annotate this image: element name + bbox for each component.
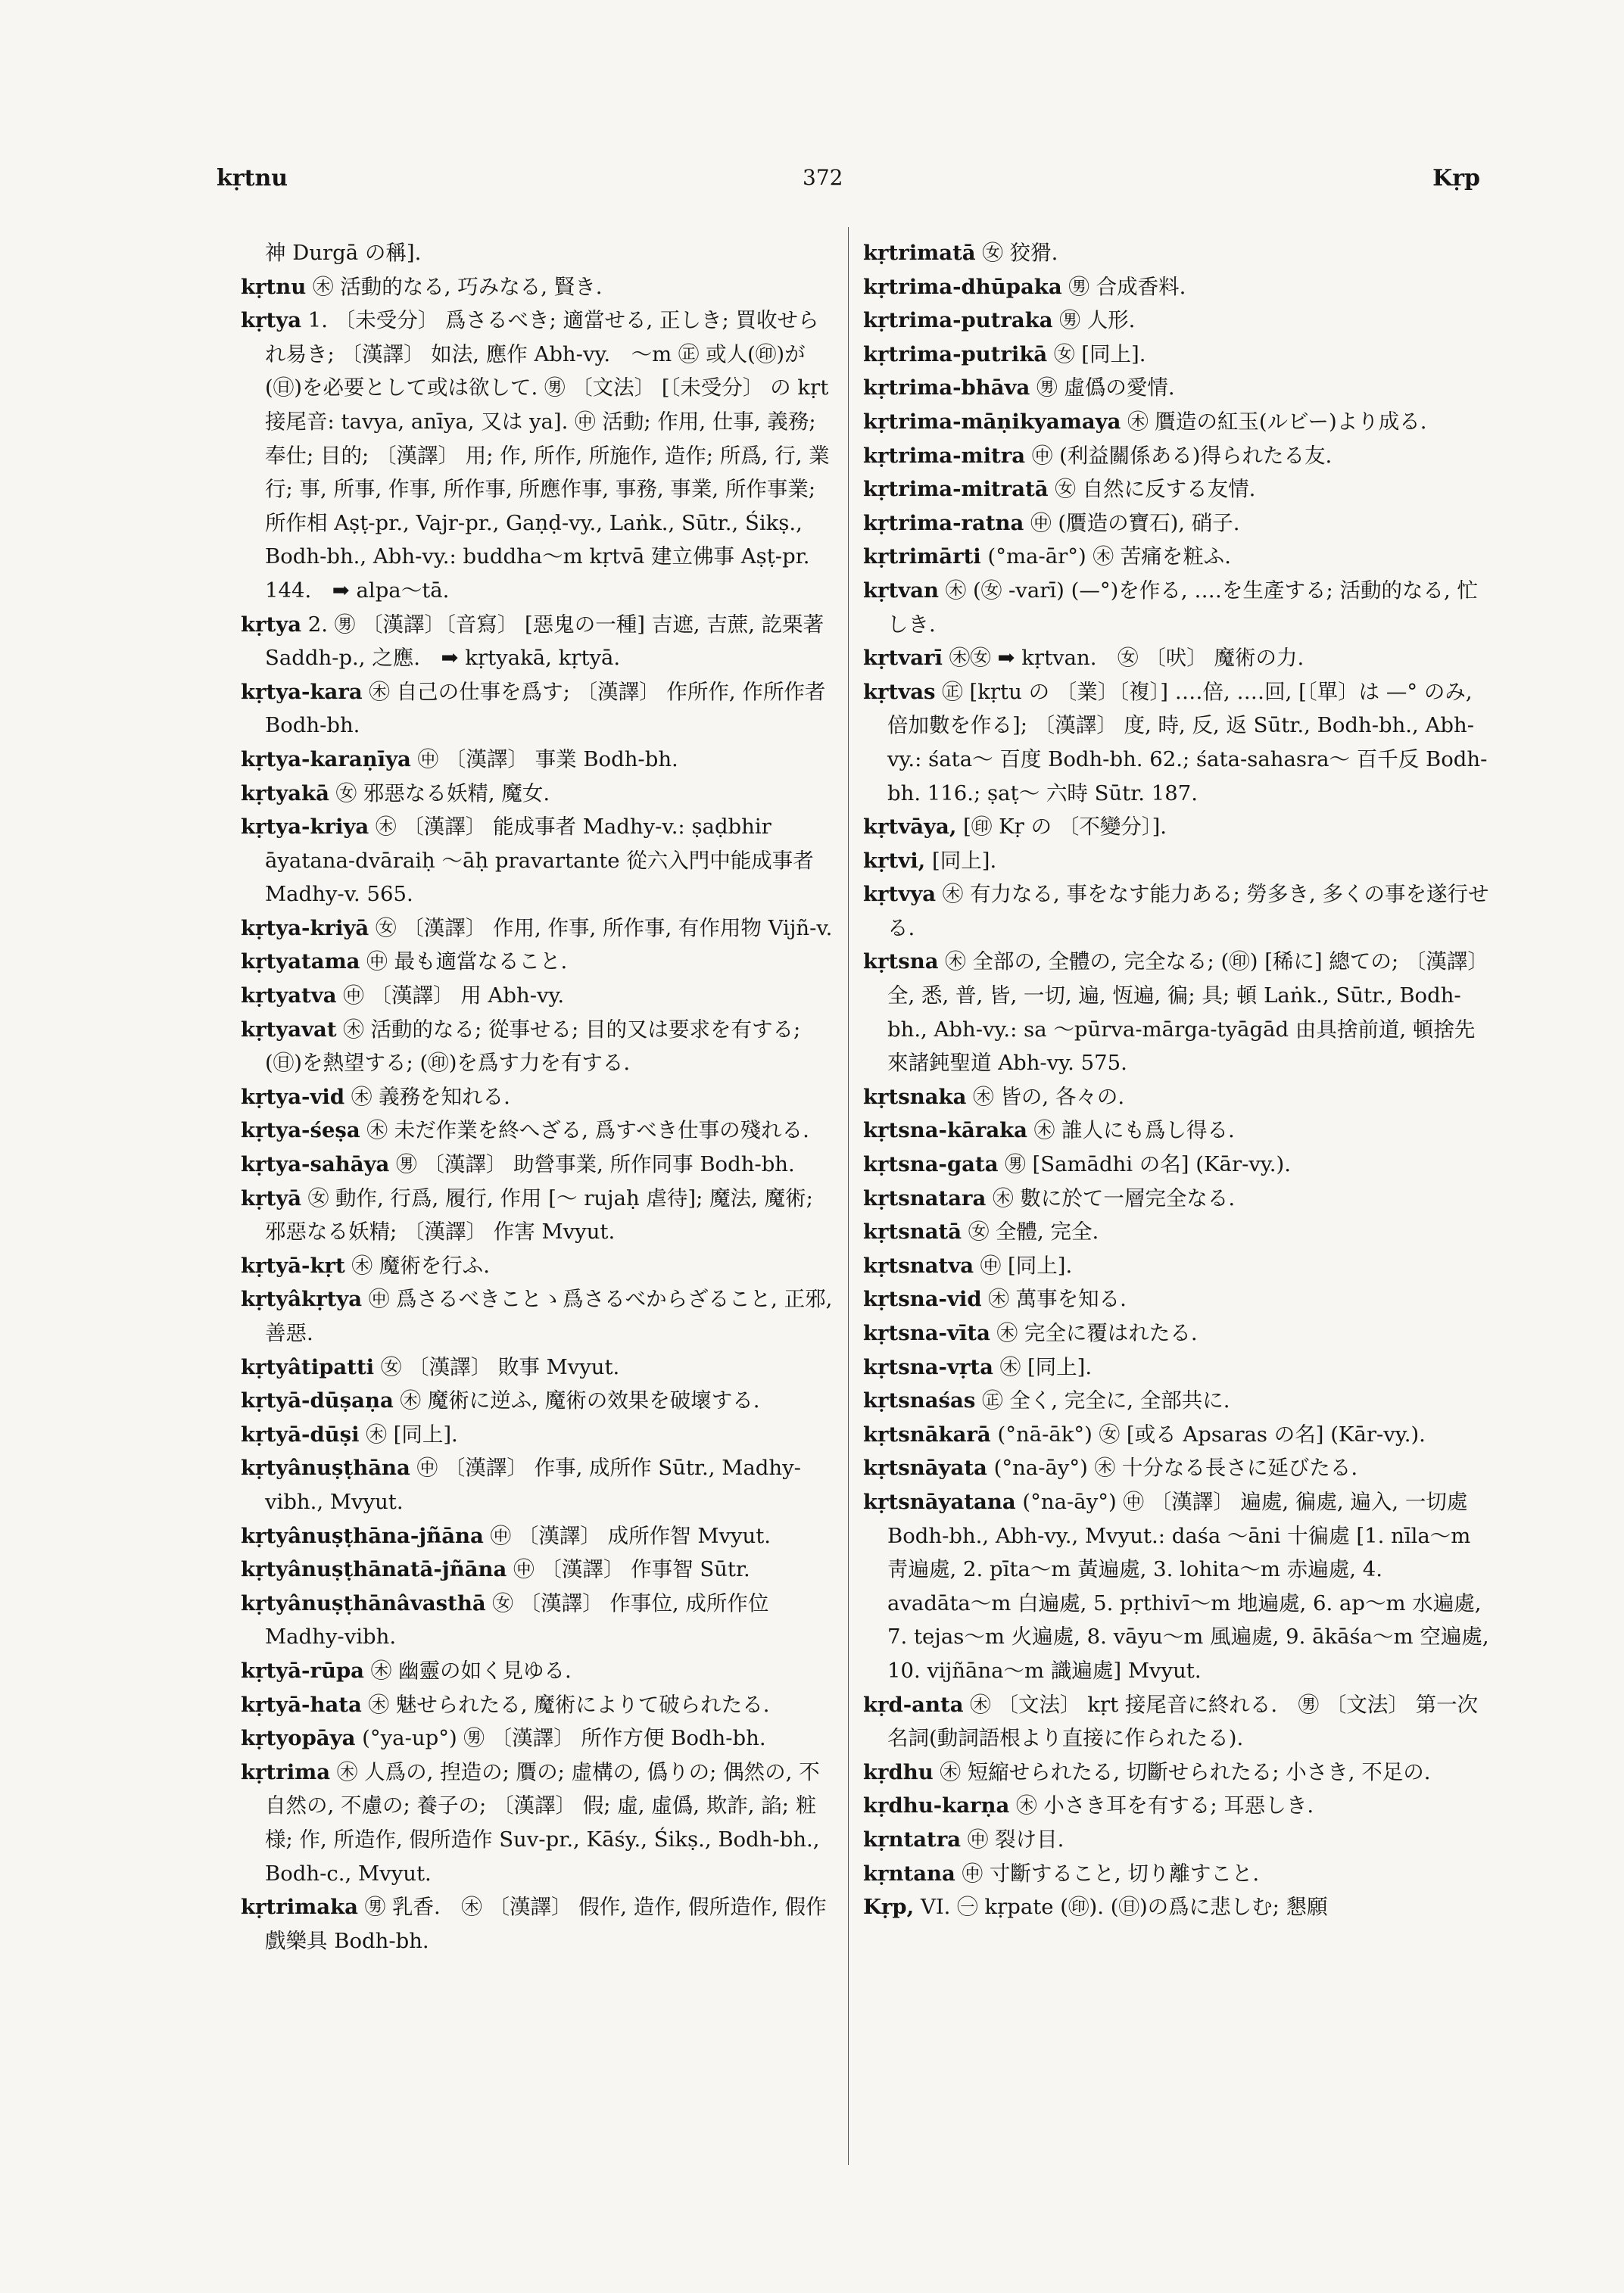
- entry-headword: kṛtya-karaṇīya: [241, 746, 411, 771]
- dictionary-entry: [863, 371, 1492, 405]
- dictionary-entry: [863, 1451, 1492, 1485]
- dictionary-entry: [863, 675, 1492, 810]
- entry-headword: kṛtsnāyatana: [863, 1489, 1016, 1514]
- entry-headword: kṛtya: [241, 612, 302, 637]
- dictionary-entry: [863, 1756, 1492, 1790]
- entry-headword: kṛtsnaśas: [863, 1388, 976, 1413]
- entry-headword: kṛtsnatara: [863, 1185, 987, 1210]
- entry-headword: kṛtrimaka: [241, 1895, 358, 1920]
- entry-definition: ㊍ 數に於て一層完全なる.: [993, 1185, 1236, 1210]
- entry-headword: kṛtyā-hata: [241, 1692, 362, 1717]
- entry-headword: kṛtyā-dūṣi: [241, 1422, 360, 1447]
- dictionary-entry: [863, 945, 1492, 1080]
- entry-definition: VI. ㊀ kṛpate (㊞). (㊐)の爲に悲しむ; 懇願: [920, 1895, 1328, 1920]
- entry-headword: kṛtrima-mitra: [863, 443, 1026, 468]
- dictionary-entry: [241, 1553, 839, 1587]
- entry-definition: ㊥ 裂け目.: [967, 1827, 1064, 1852]
- entry-definition: ㊍ 未だ作業を終へざる, 爲すべき仕事の殘れる.: [366, 1118, 809, 1143]
- dictionary-entry: [241, 1418, 839, 1452]
- entry-headword: kṛtya-kara: [241, 679, 363, 704]
- dictionary-entry: [863, 1282, 1492, 1316]
- dictionary-entry: [863, 439, 1492, 473]
- right-column: [863, 236, 1492, 1924]
- entry-headword: kṛtya-vid: [241, 1084, 345, 1109]
- dictionary-entry: [863, 1890, 1492, 1924]
- dictionary-entry: [241, 1148, 839, 1182]
- entry-headword: kṛtrima-mitratā: [863, 477, 1049, 502]
- entry-headword: kṛtsna-vīta: [863, 1321, 990, 1345]
- entry-headword: kṛtvarī: [863, 646, 943, 671]
- dictionary-entry: [241, 1249, 839, 1283]
- dictionary-entry: [241, 810, 839, 911]
- entry-headword: kṛtyatama: [241, 949, 360, 974]
- entry-definition: ㊥ 〔漢譯〕 用 Abh-vy.: [343, 983, 565, 1008]
- entry-headword: kṛtyā: [241, 1185, 302, 1210]
- entry-headword: kṛtyânuṣṭhānâvasthā: [241, 1590, 486, 1615]
- entry-definition: ㊥ (利益關係ある)得られたる友.: [1031, 443, 1333, 468]
- entry-definition: ㊍ 誰人にも爲し得る.: [1033, 1118, 1235, 1143]
- entry-definition: ㊍ 小さき耳を有する; 耳惡しき.: [1016, 1793, 1314, 1818]
- entry-headword: Kṛp,: [863, 1895, 915, 1920]
- entry-definition: ㊣ [kṛtu の 〔業〕〔複〕] ‥‥倍, ‥‥回, [〔單〕は —° のみ, 倍加數を作る]; 〔漢譯〕 度, 時, 反, 返 Sūtr., Bodh-bh., Abh-vy.: śata〜 百度 Bodh-bh. 62.; śata-sahasra〜 百千反 Bodh-bh. 116.; ṣaṭ〜 六時 Sūtr. 187.: [887, 679, 1488, 805]
- dictionary-entry: [863, 844, 1492, 878]
- entry-definition: [同上].: [932, 848, 997, 873]
- entry-headword: kṛtsnākarā: [863, 1422, 991, 1447]
- entry-definition: ㊍ 〔漢譯〕 能成事者 Madhy-v.: ṣaḍbhir āyatana-dvāraiḥ 〜āḥ pravartante 從六入門中能成事者 Madhy-v. 565.: [265, 815, 814, 907]
- entry-definition: ㊍ 魔術に逆ふ, 魔術の效果を破壞する.: [400, 1388, 760, 1413]
- entry-definition: ㊥ 最も適當なること.: [366, 949, 568, 974]
- page-number: 372: [803, 165, 843, 190]
- entry-definition: ㊍ 自己の仕事を爲す; 〔漢譯〕 作所作, 作所作者 Bodh-bh.: [265, 679, 826, 738]
- entry-definition: ㊍ 〔文法〕 kṛt 接尾音に終れる. ㊚ 〔文法〕 第一次名詞(動詞語根より直接に作られたる).: [887, 1692, 1479, 1751]
- entry-definition: ㊍ 贋造の紅玉(ルビー)より成る.: [1127, 409, 1427, 434]
- entry-headword: kṛtsnatva: [863, 1253, 974, 1278]
- dictionary-entry: [241, 1519, 839, 1553]
- entry-headword: kṛtyakā: [241, 780, 329, 805]
- running-head-left: kṛtnu: [217, 165, 288, 192]
- entry-definition: ㊍ 幽靈の如く見ゆる.: [370, 1658, 572, 1683]
- entry-definition: ㊚ 合成香料.: [1068, 274, 1186, 299]
- entry-headword: kṛtya-śeṣa: [241, 1118, 360, 1143]
- entry-headword: kṛtsnaka: [863, 1084, 967, 1109]
- dictionary-entry: [863, 270, 1492, 304]
- dictionary-entry: [241, 608, 839, 675]
- entry-headword: kṛtrimārti: [863, 544, 981, 569]
- dictionary-entry: [241, 1890, 839, 1958]
- entry-definition: ㊥ 寸斷すること, 切り離すこと.: [962, 1861, 1260, 1886]
- entry-definition: ㊍ 活動的なる; 從事せる; 目的又は要求を有する; (㊐)を熱望する; (㊞)を爲す力を有する.: [265, 1017, 801, 1076]
- dictionary-entry: [241, 236, 839, 270]
- entry-headword: kṛtyânuṣṭhāna: [241, 1456, 410, 1481]
- entry-definition: ㊚ 人形.: [1059, 308, 1136, 333]
- entry-definition: ㊍ 全部の, 全體の, 完全なる; (㊞) [稀に] 總ての; 〔漢譯〕 全, 悉, 普, 皆, 一切, 遍, 恆遍, 徧; 具; 頓 Laṅk., Sūtr., Bodh-bh., Abh-vy.: sa 〜pūrva-mārga-tyāgād 由具捨前道, 頓捨先來諸鈍聖道 Abh-vy. 575.: [887, 949, 1488, 1076]
- dictionary-entry: [863, 1418, 1492, 1452]
- dictionary-entry: [241, 1282, 839, 1350]
- dictionary-entry: [863, 1351, 1492, 1385]
- entry-definition: ㊛ 〔漢譯〕 作事位, 成所作位 Madhy-vibh.: [265, 1590, 769, 1650]
- dictionary-entry: [241, 304, 839, 607]
- dictionary-entry: [863, 1485, 1492, 1688]
- dictionary-entry: [241, 270, 839, 304]
- entry-headword: kṛtyopāya: [241, 1726, 356, 1751]
- entry-headword: kṛtyânuṣṭhānatā-jñāna: [241, 1557, 507, 1582]
- entry-definition: ㊍ [同上].: [999, 1354, 1093, 1379]
- dictionary-entry: [241, 1114, 839, 1148]
- entry-definition: (°ya-up°) ㊚ 〔漢譯〕 所作方便 Bodh-bh.: [362, 1726, 766, 1751]
- entry-definition: 1. 〔未受分〕 爲さるべき; 適當せる, 正しき; 買收せられ易き; 〔漢譯〕 如法, 應作 Abh-vy. 〜m ㊣ 或人(㊞)が(㊐)を必要として或は欲して. ㊚ 〔文法〕 [〔未受分〕 の kṛt 接尾音: tavya, anīya, 又は ya]. ㊥ 活動; 作用, 仕事, 義務; 奉仕; 目的; 〔漢譯〕 用; 作, 所作, 所施作, 造作; 所爲, 行, 業行; 事, 所事, 作事, 所作事, 所應作事, 事務, 事業, 所作事業; 所作相 Aṣṭ-pr., Vajr-pr., Gaṇḍ-vy., Laṅk., Sūtr., Śikṣ., Bodh-bh., Abh-vy.: buddha〜m kṛtvā 建立佛事 Aṣṭ-pr. 144. ➡ alpa〜tā.: [265, 308, 830, 603]
- entry-headword: kṛtyânuṣṭhāna-jñāna: [241, 1523, 484, 1548]
- entry-headword: kṛtya-sahāya: [241, 1152, 390, 1177]
- dictionary-entry: [241, 1013, 839, 1080]
- entry-definition: ㊛ 動作, 行爲, 履行, 作用 [〜 rujaḥ 虐待]; 魔法, 魔術; 邪惡なる妖精; 〔漢譯〕 作害 Mvyut.: [265, 1185, 813, 1245]
- dictionary-entry: [863, 1789, 1492, 1823]
- entry-headword: kṛtsnatā: [863, 1220, 962, 1245]
- dictionary-entry: [241, 945, 839, 979]
- entry-definition: 神 Durgā の稱].: [265, 241, 422, 265]
- dictionary-entry: [863, 1215, 1492, 1249]
- dictionary-entry: [241, 979, 839, 1013]
- entry-definition: ㊍ 短縮せられたる, 切斷せられたる; 小さき, 不足の.: [940, 1759, 1431, 1784]
- entry-headword: kṛtya-kriya: [241, 815, 369, 840]
- entry-headword: kṛtrimatā: [863, 241, 976, 265]
- entry-headword: kṛntana: [863, 1861, 955, 1886]
- entry-headword: kṛtvya: [863, 882, 937, 907]
- entry-definition: ㊛ 全體, 完全.: [968, 1220, 1099, 1245]
- entry-definition: ㊛ 邪惡なる妖精, 魔女.: [335, 780, 550, 805]
- entry-headword: kṛtsna-gata: [863, 1152, 999, 1177]
- entry-definition: ㊥ 〔漢譯〕 事業 Bodh-bh.: [417, 746, 678, 771]
- entry-definition: ㊥ (贋造の寶石), 硝子.: [1030, 510, 1240, 535]
- entry-headword: kṛtsna-vid: [863, 1287, 982, 1312]
- dictionary-entry: [241, 1688, 839, 1722]
- entry-definition: ㊥ 爲さるべきことゝ爲さるべからざること, 正邪, 善惡.: [265, 1287, 833, 1345]
- entry-definition: ㊛ 狡猾.: [982, 241, 1058, 265]
- entry-definition: ㊍ 人爲の, 揑造の; 贋の; 虛構の, 僞りの; 偶然の, 不自然の, 不慮の; 養子の; 〔漢譯〕 假; 虛, 虛僞, 欺詐, 諂; 粧様; 作, 所造作, 假所造作 Suv-pr., Kāśy., Śikṣ., Bodh-bh., Bodh-c., Mvyut.: [265, 1759, 820, 1886]
- entry-definition: ㊥ 〔漢譯〕 作事智 Sūtr.: [513, 1557, 750, 1582]
- entry-headword: kṛtyavat: [241, 1017, 337, 1042]
- entry-definition: (°ma-ār°) ㊍ 苦痛を粧ふ.: [987, 544, 1231, 569]
- dictionary-entry: [863, 506, 1492, 541]
- dictionary-entry: [241, 1451, 839, 1519]
- dictionary-entry: [241, 1080, 839, 1114]
- entry-headword: kṛtrima-putraka: [863, 308, 1053, 333]
- dictionary-entry: [863, 574, 1492, 641]
- dictionary-entry: [863, 877, 1492, 945]
- entry-headword: kṛtrima-māṇikyamaya: [863, 409, 1121, 434]
- column-divider: [848, 227, 849, 2165]
- entry-headword: kṛtsna-vṛta: [863, 1354, 993, 1379]
- dictionary-entry: [241, 1351, 839, 1385]
- entry-headword: kṛtsnāyata: [863, 1456, 987, 1481]
- entry-headword: kṛdhu-karṇa: [863, 1793, 1010, 1818]
- entry-headword: kṛtrima-putrikā: [863, 341, 1048, 366]
- entry-definition: ㊛ 〔漢譯〕 敗事 Mvyut.: [380, 1354, 620, 1379]
- dictionary-entry: [863, 472, 1492, 506]
- entry-headword: kṛtya: [241, 308, 302, 333]
- dictionary-entry: [863, 1316, 1492, 1351]
- entry-definition: ㊣ 全く, 完全に, 全部共に.: [982, 1388, 1230, 1413]
- entry-definition: 2. ㊚ 〔漢譯〕〔音寫〕 [惡鬼の一種] 吉遮, 吉蔗, 訖栗著 Saddh-p., 之應. ➡ kṛtyakā, kṛtyā.: [265, 612, 824, 671]
- dictionary-entry: [863, 1857, 1492, 1891]
- entry-headword: kṛtvāya,: [863, 815, 957, 840]
- entry-headword: kṛtsna-kāraka: [863, 1118, 1028, 1143]
- dictionary-entry: [863, 1182, 1492, 1216]
- dictionary-entry: [241, 911, 839, 946]
- entry-definition: (°nā-āk°) ㊛ [或る Apsaras の名] (Kār-vy.).: [997, 1422, 1426, 1447]
- dictionary-entry: [863, 338, 1492, 372]
- entry-definition: ㊚ 〔漢譯〕 助營事業, 所作同事 Bodh-bh.: [396, 1152, 795, 1177]
- entry-definition: ㊍ (㊛ -varī) (—°)を作る, ‥‥を生產する; 活動的なる, 忙しき.: [887, 578, 1479, 637]
- entry-headword: kṛtyā-rūpa: [241, 1658, 364, 1683]
- dictionary-entry: [241, 675, 839, 743]
- running-head-right: Kṛp: [1432, 165, 1480, 192]
- left-column: [241, 236, 839, 1958]
- entry-headword: kṛtrima-ratna: [863, 510, 1024, 535]
- entry-headword: kṛtrima-bhāva: [863, 375, 1030, 400]
- entry-definition: ㊍ 皆の, 各々の.: [973, 1084, 1125, 1109]
- entry-headword: kṛtvan: [863, 578, 940, 603]
- dictionary-entry: [863, 1384, 1492, 1418]
- entry-headword: kṛtyatva: [241, 983, 337, 1008]
- entry-headword: kṛtya-kriyā: [241, 915, 369, 940]
- dictionary-entry: [863, 641, 1492, 675]
- entry-definition: ㊥ 〔漢譯〕 作事, 成所作 Sūtr., Madhy-vibh., Mvyut.: [265, 1456, 801, 1514]
- entry-definition: ㊍ 魅せられたる, 魔術によりて破られたる.: [368, 1692, 770, 1717]
- entry-headword: kṛtyā-dūṣaṇa: [241, 1388, 394, 1413]
- entry-definition: ㊍ 完全に覆はれたる.: [996, 1321, 1198, 1345]
- dictionary-entry: [863, 1823, 1492, 1857]
- entry-definition: ㊛ 〔漢譯〕 作用, 作事, 所作事, 有作用物 Vijñ-v.: [376, 915, 833, 940]
- entry-definition: ㊍ 有力なる, 事をなす能力ある; 勞多き, 多くの事を遂行せる.: [887, 882, 1489, 940]
- dictionary-entry: [241, 1756, 839, 1890]
- entry-definition: ㊍ 義務を知れる.: [351, 1084, 510, 1109]
- dictionary-entry: [863, 1080, 1492, 1114]
- entry-headword: kṛtrima: [241, 1759, 331, 1784]
- dictionary-entry: [863, 1148, 1492, 1182]
- dictionary-entry: [863, 810, 1492, 844]
- dictionary-entry: [863, 1249, 1492, 1283]
- dictionary-entry: [241, 1182, 839, 1249]
- entry-definition: ㊚ 虛僞の愛情.: [1036, 375, 1175, 400]
- entry-headword: kṛdhu: [863, 1759, 934, 1784]
- entry-definition: ㊚ [Samādhi の名] (Kār-vy.).: [1005, 1152, 1292, 1177]
- entry-definition: ㊥ 〔漢譯〕 成所作智 Mvyut.: [490, 1523, 771, 1548]
- entry-definition: ㊥ [同上].: [980, 1253, 1073, 1278]
- entry-headword: kṛd-anta: [863, 1692, 964, 1717]
- entry-definition: (°na-āy°) ㊍ 十分なる長さに延びたる.: [993, 1456, 1358, 1481]
- entry-definition: ㊚ 乳香. ㊍ 〔漢譯〕 假作, 造作, 假所造作, 假作戲樂具 Bodh-bh.: [265, 1895, 827, 1953]
- dictionary-entry: [241, 1721, 839, 1756]
- entry-definition: ㊛ [同上].: [1054, 341, 1146, 366]
- entry-headword: kṛtrima-dhūpaka: [863, 274, 1062, 299]
- dictionary-entry: [863, 540, 1492, 574]
- dictionary-entry: [863, 304, 1492, 338]
- entry-definition: ㊍ 活動的なる, 巧みなる, 賢き.: [312, 274, 603, 299]
- entry-headword: kṛtyâtipatti: [241, 1354, 375, 1379]
- dictionary-entry: [863, 1114, 1492, 1148]
- entry-headword: kṛtsna: [863, 949, 939, 974]
- entry-headword: kṛtvas: [863, 679, 936, 704]
- entry-definition: ㊍ 魔術を行ふ.: [351, 1253, 490, 1278]
- entry-headword: kṛtnu: [241, 274, 307, 299]
- entry-headword: kṛtyâkṛtya: [241, 1287, 363, 1312]
- dictionary-entry: [241, 777, 839, 811]
- entry-headword: kṛtvi,: [863, 848, 926, 873]
- entry-definition: (°na-āy°) ㊥ 〔漢譯〕 遍處, 徧處, 遍入, 一切處 Bodh-bh., Abh-vy., Mvyut.: daśa 〜āni 十徧處 [1. nīla〜m 靑遍處, 2. pīta〜m 黃遍處, 3. lohita〜m 赤遍處, 4. avadāta〜m 白遍處, 5. pṛthivī〜m 地遍處, 6. ap〜m 水遍處, 7. tejas〜m 火遍處, 8. vāyu〜m 風遍處, 9. ākāśa〜m 空遍處, 10. vijñāna〜m 識遍處] Mvyut.: [887, 1489, 1489, 1683]
- entry-definition: ㊛ 自然に反する友情.: [1055, 477, 1256, 502]
- entry-definition: ㊍㊛ ➡ kṛtvan. ㊛ 〔吠〕 魔術の力.: [949, 646, 1304, 671]
- dictionary-entry: [241, 1654, 839, 1688]
- entry-headword: kṛntatra: [863, 1827, 962, 1852]
- entry-definition: [㊞ Kṛ の 〔不變分〕].: [963, 815, 1167, 840]
- dictionary-entry: [863, 236, 1492, 270]
- entry-headword: kṛtyā-kṛt: [241, 1253, 345, 1278]
- entry-definition: ㊍ 萬事を知る.: [988, 1287, 1127, 1312]
- dictionary-entry: [241, 1384, 839, 1418]
- dictionary-entry: [241, 1587, 839, 1654]
- entry-definition: ㊍ [同上].: [366, 1422, 458, 1447]
- dictionary-entry: [241, 743, 839, 777]
- dictionary-entry: [863, 405, 1492, 439]
- dictionary-entry: [863, 1688, 1492, 1756]
